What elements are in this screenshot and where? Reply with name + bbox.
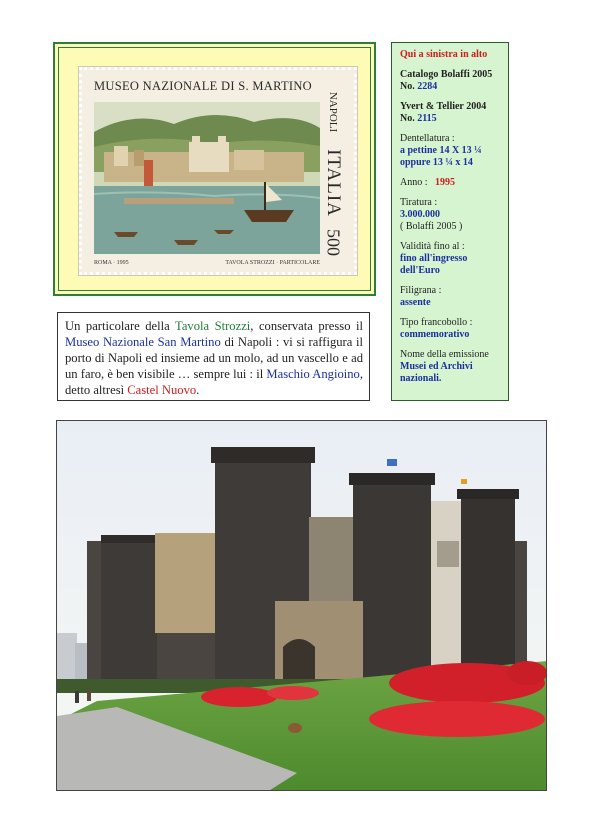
catalog-yvert-number: 2115 [417,113,437,124]
desc-text-3: di Napoli : vi si raffigura il porto di Napoli ed insieme ad un molo, ad un vascello e ad un faro, è ben visibile … sempre lui : il [65,335,363,381]
validity-label: Validità fino al : [400,241,465,252]
stamp-type-value: commemorativo [400,329,470,340]
desc-maschio-angioino: Maschio Angioino [266,367,360,381]
issue-name-value: Musei ed Archivi nazionali. [400,361,473,384]
print-run [400,197,502,233]
desc-text-4: , detto altresì [65,367,363,397]
watermark-label: Filigrana : [400,285,442,296]
desc-tavola-strozzi: Tavola Strozzi [175,319,251,333]
desc-castel-nuovo: Castel Nuovo [127,383,197,397]
perforation-label: Dentellatura : [400,133,455,144]
print-run-value: 3.000.000 [400,209,440,220]
year [400,177,502,189]
stamp-type-label: Tipo francobollo : [400,317,473,328]
validity-value: fino all'ingresso dell'Euro [400,253,468,276]
perforation [400,133,502,169]
stamp-painting [94,102,320,254]
year-value: 1995 [435,177,455,188]
stamp-info-panel [391,42,509,401]
desc-text-5: . [196,383,200,397]
issue-name [400,349,502,385]
stamp-value: 500 [323,229,344,256]
catalog-bolaffi-number: 2284 [417,81,438,92]
stamp-title: MUSEO NAZIONALE DI S. MARTINO [94,79,313,93]
print-run-note: ( Bolaffi 2005 ) [400,221,463,232]
stamp-footer-right: TAVOLA STROZZI · PARTICOLARE [225,260,320,266]
catalog-yvert-label: Yvert & Tellier 2004 [400,101,487,112]
stamp-footer-left: ROMA · 1995 [94,260,129,266]
stamp-image [79,67,357,275]
castle-photo [56,420,547,791]
desc-text-1: Un particolare della [65,319,176,333]
year-label: Anno : [400,177,428,188]
desc-museo: Museo Nazionale San Martino [65,335,221,349]
catalog-bolaffi-label: Catalogo Bolaffi 2005 [400,69,493,80]
info-heading: Qui a sinistra in alto [400,49,488,60]
description-box [57,312,370,401]
perforation-value: a pettine 14 X 13 ¼ oppure 13 ¼ x 14 [400,145,482,168]
validity [400,241,502,277]
catalog-yvert-prefix: No. [400,113,418,124]
watermark-value: assente [400,297,431,308]
stamp-city: NAPOLI [327,91,339,133]
stamp-country: ITALIA [323,149,344,217]
catalog-bolaffi-prefix: No. [400,81,418,92]
watermark [400,285,502,309]
stamp-side-text [318,82,348,260]
catalog-bolaffi [400,69,502,93]
catalog-yvert [400,101,502,125]
desc-text-2: , conservata presso il [250,319,364,333]
stamp-footer [94,260,320,266]
issue-name-label: Nome della emissione [400,349,489,360]
stamp-frame [53,42,376,296]
stamp-type [400,317,502,341]
print-run-label: Tiratura : [400,197,438,208]
